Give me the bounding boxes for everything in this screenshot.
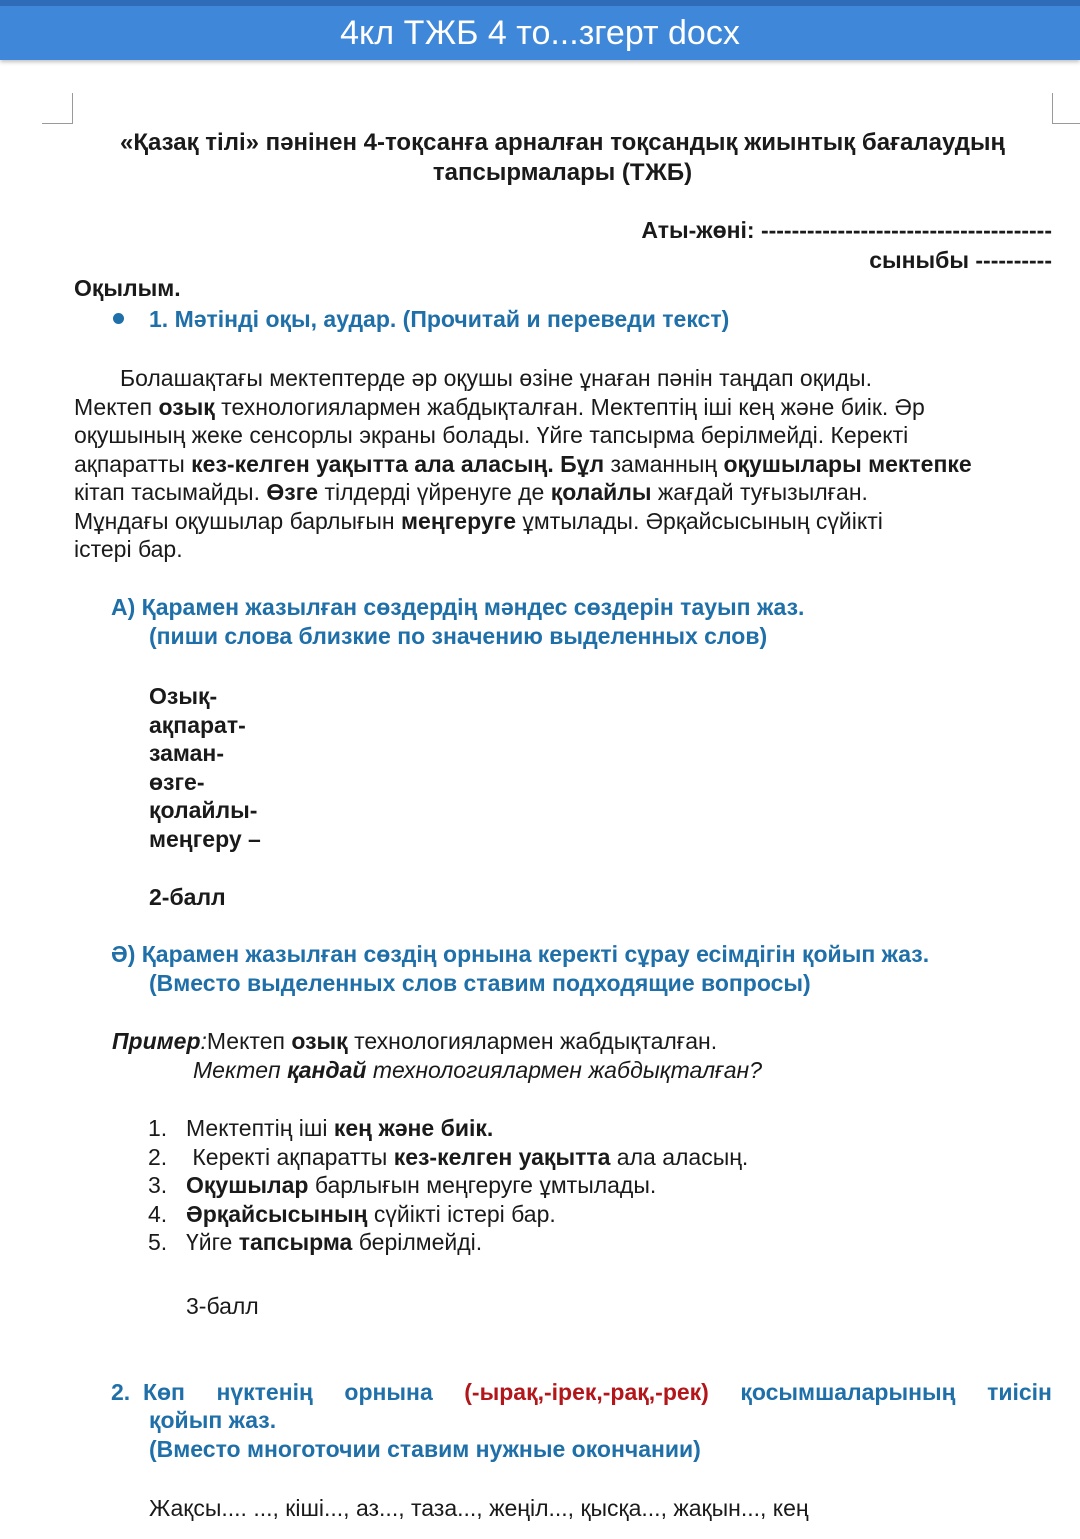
page-margin-corner-left bbox=[42, 93, 73, 124]
document-title: 4кл ТЖБ 4 то...згерт docx bbox=[340, 13, 740, 52]
example-post: технологиялармен жабдықталған. bbox=[347, 1028, 718, 1054]
task2-line2: қойып жаз. bbox=[149, 1407, 277, 1433]
task2-suffixes: (-ырақ,-ірек,-рақ,-рек) bbox=[464, 1379, 709, 1405]
list-item bbox=[148, 1143, 748, 1172]
task2-translation: (Вместо многоточии ставим нужные окончании) bbox=[149, 1436, 701, 1462]
bold-keyword: Өзге bbox=[266, 479, 319, 505]
text-segment: Мектеп bbox=[74, 393, 159, 420]
doc-title bbox=[60, 128, 1065, 188]
bold-keyword: озық bbox=[158, 393, 215, 420]
list-item-number: 5. bbox=[148, 1229, 168, 1255]
taskA-translation: (пиши слова близкие по значению выделенных слов) bbox=[149, 623, 768, 649]
bold-keyword: Оқушылар bbox=[186, 1172, 309, 1198]
text-segment: Болашақтағы мектептерде әр оқушы өзіне ұнаған пәнін таңдап оқиды. bbox=[74, 365, 872, 391]
list-item-number: 1. bbox=[148, 1115, 168, 1141]
question-list bbox=[148, 1114, 748, 1257]
list-item-number: 3. bbox=[148, 1172, 168, 1198]
score-1: 2-балл bbox=[149, 884, 226, 910]
bold-keyword: оқушылары мектепке bbox=[717, 450, 972, 477]
text-segment: заманның bbox=[610, 450, 718, 477]
reading-text bbox=[74, 364, 1064, 564]
text-segment: сүйікті істері бар. bbox=[367, 1200, 556, 1227]
bold-keyword: кең және биік. bbox=[333, 1115, 494, 1141]
task2-word: қосымшаларының bbox=[740, 1379, 956, 1405]
section-heading: Оқылым. bbox=[74, 275, 181, 301]
list-item bbox=[148, 1114, 748, 1143]
text-segment: оқушының жеке сенсорлы экраны болады. Үйге тапсырма берілмейді. Керекті bbox=[74, 422, 909, 448]
doc-title-line2: тапсырмалары (ТЖБ) bbox=[432, 159, 693, 186]
reading-text-line bbox=[74, 478, 1064, 507]
task2-word: тиісін bbox=[987, 1379, 1052, 1405]
list-item bbox=[148, 1200, 748, 1229]
list-item-text bbox=[186, 1143, 748, 1172]
list-item-text bbox=[186, 1228, 482, 1257]
example-bold: озық bbox=[291, 1028, 348, 1054]
example-line bbox=[112, 1027, 717, 1056]
word-list-item: өзге- bbox=[149, 768, 205, 795]
example2-bold: қандай bbox=[287, 1057, 367, 1083]
text-segment: берілмейді. bbox=[352, 1229, 483, 1255]
text-segment: Мұндағы оқушылар барлығын bbox=[74, 507, 402, 534]
class-field-line: сыныбы ---------- bbox=[869, 247, 1052, 273]
list-item bbox=[148, 1228, 748, 1257]
reading-text-line bbox=[74, 421, 1064, 450]
text-segment: кітап тасымайды. bbox=[74, 479, 267, 505]
reading-text-line bbox=[74, 507, 1064, 536]
task2-exercise-line: Жақсы.... ..., кіші..., аз..., таза..., жеңіл..., қысқа..., жақын..., кең bbox=[149, 1495, 809, 1521]
task2-heading bbox=[111, 1378, 1052, 1407]
text-segment: Мектептің іші bbox=[186, 1115, 334, 1141]
bold-keyword: қолайлы bbox=[550, 479, 652, 505]
example-colon: : bbox=[200, 1028, 207, 1054]
list-item-number: 2. bbox=[148, 1143, 168, 1170]
text-segment: жағдай туғызылған. bbox=[651, 479, 868, 505]
text-segment: ұмтылады. Әрқайсысының сүйікті bbox=[516, 507, 883, 534]
bold-keyword: меңгеруге bbox=[401, 507, 517, 534]
word-list-item: заман- bbox=[149, 740, 224, 766]
text-segment: Үйге bbox=[186, 1229, 239, 1255]
bold-keyword: тапсырма bbox=[238, 1229, 353, 1255]
list-item-text bbox=[186, 1114, 493, 1143]
word-list bbox=[149, 682, 261, 853]
reading-text-line bbox=[74, 393, 1064, 422]
text-segment: ала аласың. bbox=[610, 1143, 749, 1170]
doc-title-line1: «Қазақ тілі» пәнінен 4-тоқсанға арналған тоқсандық жиынтық бағалаудың bbox=[120, 129, 1005, 156]
text-segment: тілдерді үйренуге де bbox=[318, 479, 551, 505]
list-item bbox=[148, 1171, 748, 1200]
list-item-text bbox=[186, 1200, 556, 1229]
bold-keyword: кез-келген уақытта ала аласың. Бұл bbox=[184, 450, 611, 477]
reading-text-line bbox=[74, 450, 1064, 479]
bold-keyword: кез-келген уақытта bbox=[393, 1143, 611, 1170]
bullet-icon bbox=[113, 313, 124, 324]
task2-number: 2. Көп bbox=[111, 1379, 185, 1405]
word-list-item: қолайлы- bbox=[149, 797, 258, 823]
reading-text-line bbox=[74, 535, 1064, 564]
example2-pre: Мектеп bbox=[193, 1057, 288, 1083]
task1-heading: 1. Мәтінді оқы, аудар. (Прочитай и переведи текст) bbox=[149, 306, 730, 332]
taskAe-translation: (Вместо выделенных слов ставим подходящие вопросы) bbox=[149, 970, 811, 996]
text-segment: Керекті ақпаратты bbox=[186, 1143, 394, 1170]
page-margin-corner-right bbox=[1052, 93, 1080, 124]
text-segment: барлығын меңгеруге ұмтылады. bbox=[308, 1172, 657, 1198]
example-pre: Мектеп bbox=[206, 1028, 292, 1054]
name-field-line: Аты-жөні: -------------------------------------- bbox=[641, 217, 1052, 243]
example2-post: технологиялармен жабдықталған? bbox=[366, 1057, 762, 1083]
taskAe-heading: Ә) Қарамен жазылған сөздің орнына керекті сұрау есімдігін қойып жаз. bbox=[111, 941, 930, 967]
word-list-item: меңгеру – bbox=[149, 825, 261, 852]
bold-keyword: Әрқайсысының bbox=[186, 1200, 368, 1227]
reading-text-line bbox=[74, 364, 1064, 393]
example-answer-line bbox=[193, 1056, 762, 1085]
task2-word: орнына bbox=[344, 1379, 433, 1405]
list-item-text bbox=[186, 1171, 656, 1200]
word-list-item: ақпарат- bbox=[149, 711, 246, 738]
list-item-number: 4. bbox=[148, 1200, 168, 1227]
text-segment: істері бар. bbox=[74, 536, 183, 562]
example-label: Пример bbox=[112, 1028, 201, 1054]
text-segment: ақпаратты bbox=[74, 450, 185, 477]
document-title-bar bbox=[0, 0, 1080, 60]
text-segment: технологиялармен жабдықталған. Мектептің іші кең және биік. Әр bbox=[214, 393, 925, 420]
word-list-item: Озық- bbox=[149, 683, 218, 709]
task2-word: нүктенің bbox=[216, 1379, 313, 1405]
taskA-heading: А) Қарамен жазылған сөздердің мәндес сөздерін тауып жаз. bbox=[111, 594, 805, 620]
score-2: 3-балл bbox=[186, 1293, 259, 1319]
task2-word: Көп bbox=[142, 1379, 185, 1405]
